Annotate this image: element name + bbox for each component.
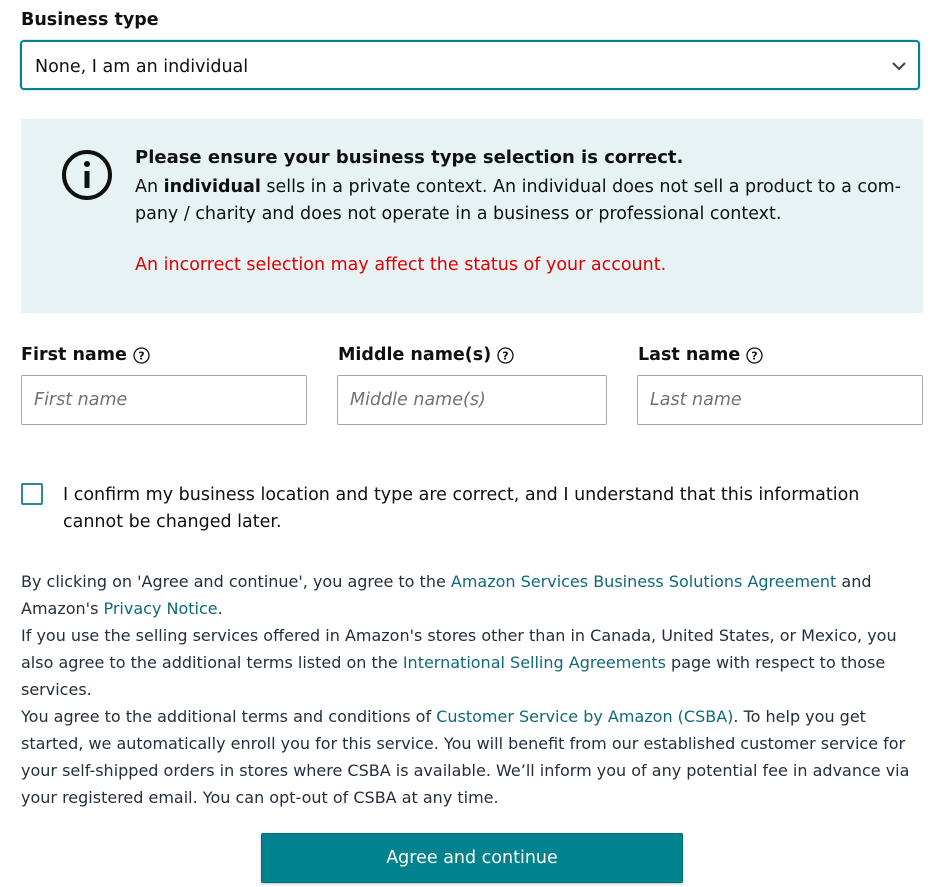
middle-name-input[interactable] [337,375,607,425]
bsa-link[interactable]: Amazon Services Business Solutions Agreement [450,572,837,591]
confirm-text: I confirm my business location and type are correct, and I understand that this information cannot be changed later. [63,485,860,532]
legal-text: By clicking on 'Agree and continue', you agree to the Amazon Services Business Solutions Agreement and Amazon's Privacy Notice. If you use the selling services offered in Amazon's stores other than in Canada, United States, or Mexico, you also agree to the additional terms listed on the International Selling Agreements page with respect to those services. You agree to the additional terms and conditions of Customer Service by Amazon (CSBA). To help you get started, we automatically enroll you for this service. You will benefit from our established customer service for your self-shipped orders in stores where CSBA is available. We’ll inform you of any potential fee in advance via your registered email. You can opt-out of CSBA at any time. [21,572,910,807]
info-body: An individual sells in a private context. An individual does not sell a product to a com-pany / charity and does not operate in a business or professional context. [135,177,902,224]
svg-text:?: ? [138,349,145,362]
info-warning: An incorrect selection may affect the status of your account. [135,255,667,275]
svg-text:?: ? [502,349,509,362]
agree-and-continue-button[interactable]: Agree and continue [261,833,683,883]
info-title: Please ensure your business type selection is correct. [135,147,684,168]
last-name-input[interactable] [637,375,923,425]
business-type-info-box [21,119,923,313]
business-type-label: Business type [21,10,159,30]
first-name-label: First name ? [21,345,150,365]
business-type-select[interactable] [20,40,920,90]
csba-link[interactable]: Customer Service by Amazon (CSBA) [436,707,734,726]
chevron-down-icon [890,57,908,75]
svg-text:?: ? [751,349,758,362]
first-name-input[interactable] [21,375,307,425]
help-icon[interactable] [497,347,514,364]
help-icon[interactable] [746,347,763,364]
privacy-notice-link[interactable]: Privacy Notice [103,599,218,618]
info-icon [61,149,113,201]
middle-name-label: Middle name(s) ? [338,345,514,365]
help-icon[interactable] [133,347,150,364]
international-selling-agreements-link[interactable]: International Selling Agreements [402,653,666,672]
last-name-label: Last name ? [638,345,763,365]
confirm-checkbox[interactable] [21,483,43,505]
business-type-selected-value: None, I am an individual [35,57,249,77]
info-body-bold: individual [163,177,261,197]
